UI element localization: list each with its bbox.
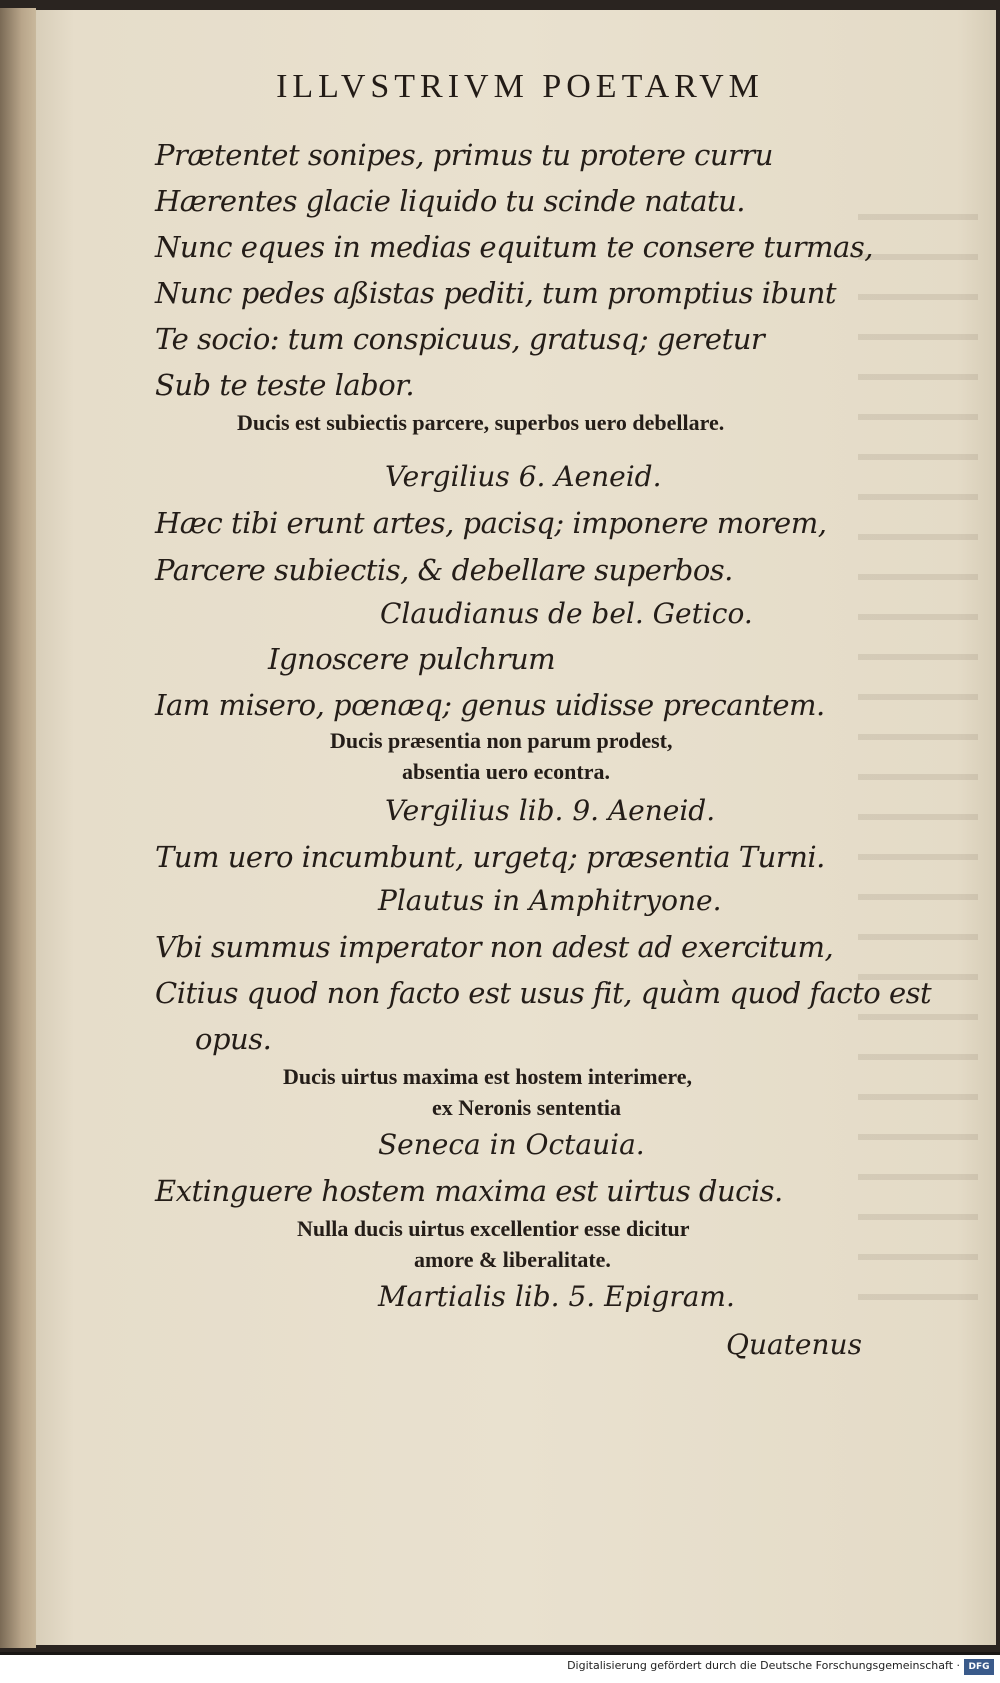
bleed-through-shadow [858,180,978,1330]
verse-line: Sub te teste labor. [155,368,415,402]
verse-line: Te socio: tum conspicuus, gratusq; geretur [155,322,765,356]
funding-credit: Digitalisierung gefördert durch die Deutsche Forschungsgemeinschaft · [567,1659,960,1672]
running-head: ILLVSTRIVM POETARVM [276,68,764,105]
verse-line: Hærentes glacie liquido tu scinde natatu. [155,184,746,218]
verse-line: Ignoscere pulchrum [268,642,556,676]
source-citation: Plautus in Amphitryone. [378,884,722,917]
verse-line: Nunc pedes aßistas pediti, tum promptius ibunt [155,276,837,310]
digitization-footer [0,1655,1000,1683]
verse-line: Prætentet sonipes, primus tu protere curru [155,138,773,172]
verse-line: Extinguere hostem maxima est uirtus ducis. [155,1174,783,1208]
source-citation: Martialis lib. 5. Epigram. [378,1280,735,1313]
section-rubric: Ducis præsentia non parum prodest, [330,728,673,753]
verse-line: Hæc tibi erunt artes, pacisq; imponere morem, [155,506,827,540]
source-citation: Seneca in Octauia. [378,1128,645,1161]
verse-line: Parcere subiectis, & debellare superbos. [155,553,733,587]
catchword: Quatenus [726,1328,862,1361]
dfg-logo-icon: DFG [964,1659,994,1675]
source-citation: Claudianus de bel. Getico. [380,597,753,630]
section-rubric: Nulla ducis uirtus excellentior esse dicitur [297,1216,690,1241]
verse-line: Nunc eques in medias equitum te consere turmas, [155,230,873,264]
source-citation: Vergilius 6. Aeneid. [385,460,662,493]
verse-line: Vbi summus imperator non adest ad exercitum, [155,930,834,964]
section-rubric: absentia uero econtra. [402,759,610,784]
verse-line: Tum uero incumbunt, urgetq; præsentia Turni. [155,840,825,874]
section-rubric: Ducis uirtus maxima est hostem interimere, [283,1064,692,1089]
source-citation: Vergilius lib. 9. Aeneid. [385,794,716,827]
verse-line: Citius quod non facto est usus fit, quàm quod facto est [155,976,932,1010]
book-spine-edge [0,8,36,1648]
section-rubric: ex Neronis sententia [432,1095,622,1120]
verse-line: opus. [195,1022,272,1056]
verse-line: Iam misero, pœnæq; genus uidisse precantem. [155,688,825,722]
section-rubric: Ducis est subiectis parcere, superbos uero debellare. [237,410,725,435]
section-rubric: amore & liberalitate. [414,1247,611,1272]
